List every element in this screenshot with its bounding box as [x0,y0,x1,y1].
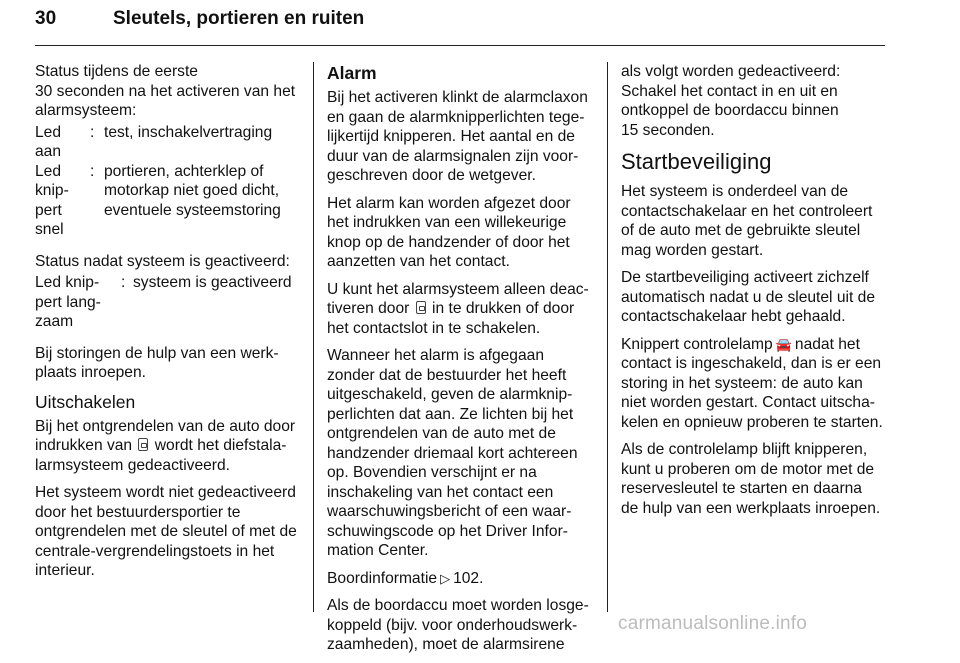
lamp-text-b: nadat het contact is ingeschakeld, dan is er een storing in het systeem: de auto kan niet worden gestart. Contact uitscha- kelen en opnieuw proberen te starten. [621,335,883,431]
immobilizer-car-lock-icon: 🚘 [775,336,792,352]
column-right [621,62,889,526]
uitschakelen-paragraph-2: Het systeem wordt niet gedeactiveerd door het bestuurdersportier te ontgrendelen met de sleutel of met de centrale-vergrendelingstoets in het interieur. [35,484,297,579]
startbeveiliging-paragraph-3 [621,335,889,433]
status-intro: Status tijdens de eerste 30 seconden na het activeren van het alarmsysteem: [35,63,296,119]
alarm-heading: Alarm [327,63,377,83]
alarm-paragraph-3 [327,280,595,339]
status-table-initial [35,123,303,240]
fault-paragraph: Bij storingen de hulp van een werk- plaats inroepen. [35,344,279,381]
table-term: Led knip- pert snel [35,162,69,238]
startbeveiliging-paragraph-2: De startbeveiliging activeert zichzelf automatisch nadat u de sleutel uit de contactschakelaar hebt gehaald. [621,269,875,325]
unlock-key-icon [138,438,148,451]
table-text: systeem is geactiveerd [133,274,292,291]
chapter-title: Sleutels, portieren en ruiten [113,8,365,29]
alarm-paragraph-2: Het alarm kan worden afgezet door het indrukken van een willekeurige knop op de handzender of door het aanzetten van het contact. [327,194,571,270]
table-colon: : [90,162,95,180]
startbeveiliging-paragraph-1: Het systeem is onderdeel van de contactschakelaar en het controleert of de auto met de gebruikte sleutel mag worden gestart. [621,183,873,259]
lamp-text-a: Knippert controlelamp [621,335,773,353]
table-text: test, inschakelvertraging [104,123,273,141]
boordinformatie-reference [327,569,595,589]
uitschakelen-paragraph-1 [35,417,303,476]
page-reference-arrow-icon: ▷ [440,570,451,586]
uitschakelen-heading: Uitschakelen [35,391,136,412]
uitschakelen-text-a: Bij het ontgrendelen van de auto door indrukken van [35,417,296,454]
table-colon: : [121,274,126,291]
column-divider-left [313,62,314,612]
status-after-label: Status nadat systeem is geactiveerd: [35,252,290,270]
alarm-paragraph-6: Als de boordaccu moet worden losge- koppeld (bijv. voor onderhoudswerk- zaamheden), moet de alarmsirene [327,597,589,653]
boordinformatie-text: Boordinformatie [327,569,438,587]
table-row [35,123,303,162]
uitschakelen-text-b: wordt het diefstala- larmsysteem gedeactiveerd. [35,437,287,474]
deactivation-paragraph: als volgt worden gedeactiveerd: Schakel het contact in en uit en ontkoppel de boordaccu binnen 15 seconden. [621,63,841,139]
alarm-paragraph-4: Wanneer het alarm is afgegaan zonder dat de bestuurder het heeft uitgeschakeld, geven de alarmknip- perlichten dat aan. Ze lichten bij het ontgrendelen van de auto met de handzender driemaal kort achtereen op. Bovendien verschijnt er na inschakeling van het contact een waarschuwingsbericht of een waar- schuwingscode op het Driver Infor- mation Center. [327,347,578,559]
column-left [35,62,303,589]
table-term: Led knip- pert lang- zaam [35,274,101,330]
table-term: Led aan [35,123,62,160]
startbeveiliging-heading: Startbeveiliging [621,149,772,174]
page-number: 30 [35,8,57,29]
column-middle [327,62,595,663]
table-text: portieren, achterklep of motorkap niet goed dicht, eventuele systeemstoring [104,162,281,219]
page-header [35,4,885,46]
startbeveiliging-paragraph-4: Als de controlelamp blijft knipperen, kunt u proberen om de motor met de reservesleutel te starten en daarna de hulp van een werkplaats inroepen. [621,441,881,517]
status-table-activated [35,273,303,332]
table-colon: : [90,123,95,141]
boordinformatie-page[interactable]: 102. [453,569,484,587]
site-watermark: carmanualsonline.info [618,613,808,634]
alarm-text-a: U kunt het alarmsysteem alleen deac- tiveren door [327,280,589,317]
table-row [35,162,303,240]
column-divider-right [607,62,608,612]
unlock-key-icon [416,301,426,314]
table-row [35,273,303,332]
alarm-text-b: in te drukken of door het contactslot in te schakelen. [327,300,575,337]
alarm-paragraph-1: Bij het activeren klinkt de alarmclaxon en gaan de alarmknipperlichten tege- lijkertijd knipperen. Het aantal en de duur van de alarmsignalen zijn voor- geschreven door de wetgever. [327,89,588,184]
